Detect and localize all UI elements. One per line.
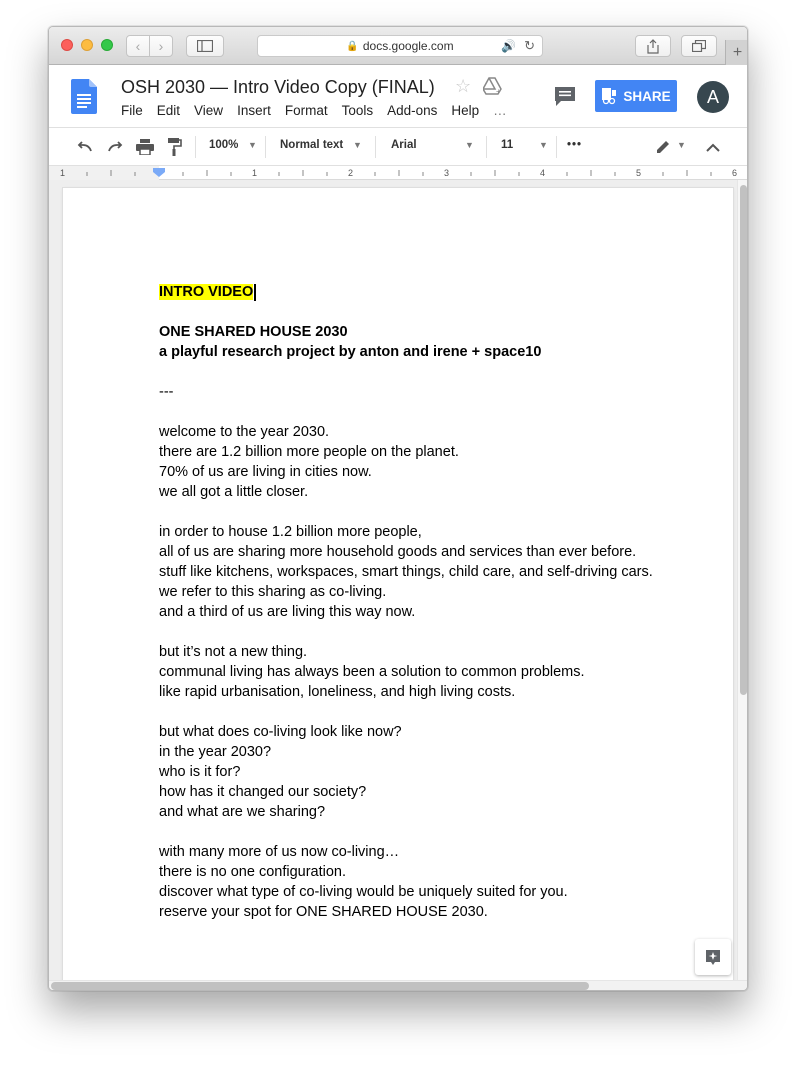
text-line[interactable]: all of us are sharing more household goods and services than ever before.	[159, 544, 637, 560]
text-line[interactable]: like rapid urbanisation, loneliness, and high living costs.	[159, 684, 516, 700]
paragraph-2	[159, 522, 699, 622]
ruler-label: 5	[636, 168, 642, 178]
browser-share-button[interactable]	[635, 35, 671, 57]
paragraph-5	[159, 842, 699, 922]
menu-more[interactable]: …	[493, 103, 507, 118]
toolbar-divider	[375, 136, 376, 158]
tabs-icon	[692, 40, 706, 52]
browser-titlebar	[49, 27, 748, 65]
move-to-folder-icon[interactable]	[483, 77, 503, 95]
document-canvas	[49, 180, 748, 980]
toolbar-divider	[195, 136, 196, 158]
text-line[interactable]: we all got a little closer.	[159, 484, 309, 500]
text-line[interactable]: there are 1.2 billion more people on the planet.	[159, 444, 459, 460]
ruler-label: 1	[252, 168, 258, 178]
paragraph-3	[159, 642, 699, 702]
menu-addons[interactable]: Add-ons	[387, 103, 438, 118]
text-line[interactable]: but it’s not a new thing.	[159, 644, 308, 660]
text-line[interactable]: with many more of us now co-living…	[159, 844, 400, 860]
font-size-select[interactable]: 11	[501, 139, 514, 151]
paragraph-4	[159, 722, 699, 822]
text-cursor	[254, 284, 256, 301]
toolbar-divider	[486, 136, 487, 158]
share-button-label: SHARE	[623, 88, 671, 104]
google-docs-logo-icon[interactable]	[71, 79, 97, 114]
text-line[interactable]: 70% of us are living in cities now.	[159, 464, 372, 480]
text-line[interactable]: who is it for?	[159, 764, 241, 780]
ruler[interactable]	[49, 166, 748, 180]
comments-icon[interactable]	[553, 85, 577, 107]
close-window-button[interactable]	[61, 39, 73, 51]
zoom-select[interactable]: 100%	[209, 139, 239, 151]
ruler-left-margin	[49, 166, 159, 180]
toolbar-divider	[556, 136, 557, 158]
divider-line[interactable]: ---	[159, 384, 174, 400]
account-avatar[interactable]: A	[697, 81, 729, 113]
editing-mode-pencil-icon[interactable]	[653, 137, 673, 157]
paragraph-style-select[interactable]: Normal text	[280, 139, 344, 151]
document-page[interactable]	[63, 188, 733, 988]
sidebar-icon	[197, 40, 213, 52]
ruler-label: 1	[60, 168, 66, 178]
docs-header	[49, 65, 748, 128]
star-icon[interactable]: ☆	[455, 76, 472, 96]
redo-icon[interactable]	[105, 137, 125, 157]
ruler-label: 2	[348, 168, 354, 178]
text-line[interactable]: how has it changed our society?	[159, 784, 367, 800]
horizontal-scrollbar-thumb[interactable]	[51, 982, 589, 990]
toolbar-divider	[265, 136, 266, 158]
plus-icon: +	[732, 43, 743, 61]
menu-help[interactable]: Help	[451, 103, 480, 118]
people-icon	[601, 87, 617, 105]
style-caret-icon: ▼	[353, 140, 362, 150]
text-line[interactable]: discover what type of co-living would be uniquely suited for you.	[159, 884, 568, 900]
menu-edit[interactable]: Edit	[156, 103, 181, 118]
zoom-caret-icon: ▼	[248, 140, 257, 150]
collapse-toolbar-icon[interactable]	[703, 137, 723, 157]
text-line[interactable]: we refer to this sharing as co-living.	[159, 584, 387, 600]
vertical-scrollbar-thumb[interactable]	[740, 185, 747, 695]
document-heading[interactable]: INTRO VIDEO	[159, 284, 254, 300]
new-tab-button[interactable]	[725, 40, 748, 65]
font-select[interactable]: Arial	[391, 139, 417, 151]
forward-button[interactable]	[149, 35, 173, 57]
zoom-window-button[interactable]	[101, 39, 113, 51]
paragraph-1	[159, 422, 699, 502]
font-caret-icon: ▼	[465, 140, 474, 150]
lock-icon: 🔒	[346, 40, 359, 52]
document-title[interactable]: OSH 2030 — Intro Video Copy (FINAL)	[121, 77, 435, 97]
ruler-scale	[49, 166, 748, 180]
paint-format-icon[interactable]	[165, 137, 185, 157]
size-caret-icon: ▼	[539, 140, 548, 150]
text-line[interactable]: communal living has always been a solution to common problems.	[159, 664, 585, 680]
ruler-label: 4	[540, 168, 546, 178]
explore-icon	[704, 948, 722, 966]
menu-file[interactable]: File	[121, 103, 143, 118]
more-tools-button[interactable]: •••	[567, 139, 583, 151]
reload-icon[interactable]: ↻	[524, 38, 535, 53]
text-line[interactable]: welcome to the year 2030.	[159, 424, 330, 440]
menu-tools[interactable]: Tools	[341, 103, 374, 118]
text-line[interactable]: and a third of us are living this way now.	[159, 604, 416, 620]
print-icon[interactable]	[135, 137, 155, 157]
docs-menubar	[121, 103, 521, 118]
tab-overview-button[interactable]	[681, 35, 717, 57]
chevron-left-icon: ‹	[135, 38, 141, 54]
audio-icon[interactable]: 🔊	[501, 39, 516, 53]
document-body[interactable]	[159, 282, 699, 922]
text-line[interactable]: and what are we sharing?	[159, 804, 326, 820]
editing-mode-caret-icon: ▼	[677, 140, 686, 150]
back-button[interactable]	[126, 35, 150, 57]
document-title-line[interactable]: ONE SHARED HOUSE 2030	[159, 324, 348, 340]
explore-button[interactable]	[695, 939, 731, 975]
share-button[interactable]	[595, 80, 677, 112]
chevron-right-icon: ›	[158, 38, 164, 54]
text-line[interactable]: in order to house 1.2 billion more people,	[159, 524, 422, 540]
document-subtitle-line[interactable]: a playful research project by anton and irene + space10	[159, 344, 542, 360]
menu-format[interactable]: Format	[284, 103, 328, 118]
menu-view[interactable]: View	[194, 103, 224, 118]
minimize-window-button[interactable]	[81, 39, 93, 51]
text-line[interactable]: stuff like kitchens, workspaces, smart things, child care, and self-driving cars.	[159, 564, 653, 580]
text-line[interactable]: there is no one configuration.	[159, 864, 347, 880]
menu-insert[interactable]: Insert	[237, 103, 271, 118]
ruler-label: 3	[444, 168, 450, 178]
formatting-toolbar	[49, 128, 748, 166]
text-line[interactable]: in the year 2030?	[159, 744, 272, 760]
share-icon	[647, 39, 659, 54]
svg-text:+: +	[496, 87, 501, 95]
url-text: docs.google.com	[362, 39, 454, 53]
undo-icon[interactable]	[75, 137, 95, 157]
sidebar-toggle-button[interactable]	[186, 35, 224, 57]
address-bar[interactable]	[257, 35, 543, 57]
ruler-label: 6	[732, 168, 738, 178]
text-line[interactable]: but what does co-living look like now?	[159, 724, 402, 740]
text-line[interactable]: reserve your spot for ONE SHARED HOUSE 2030.	[159, 904, 488, 920]
browser-window	[48, 26, 748, 991]
